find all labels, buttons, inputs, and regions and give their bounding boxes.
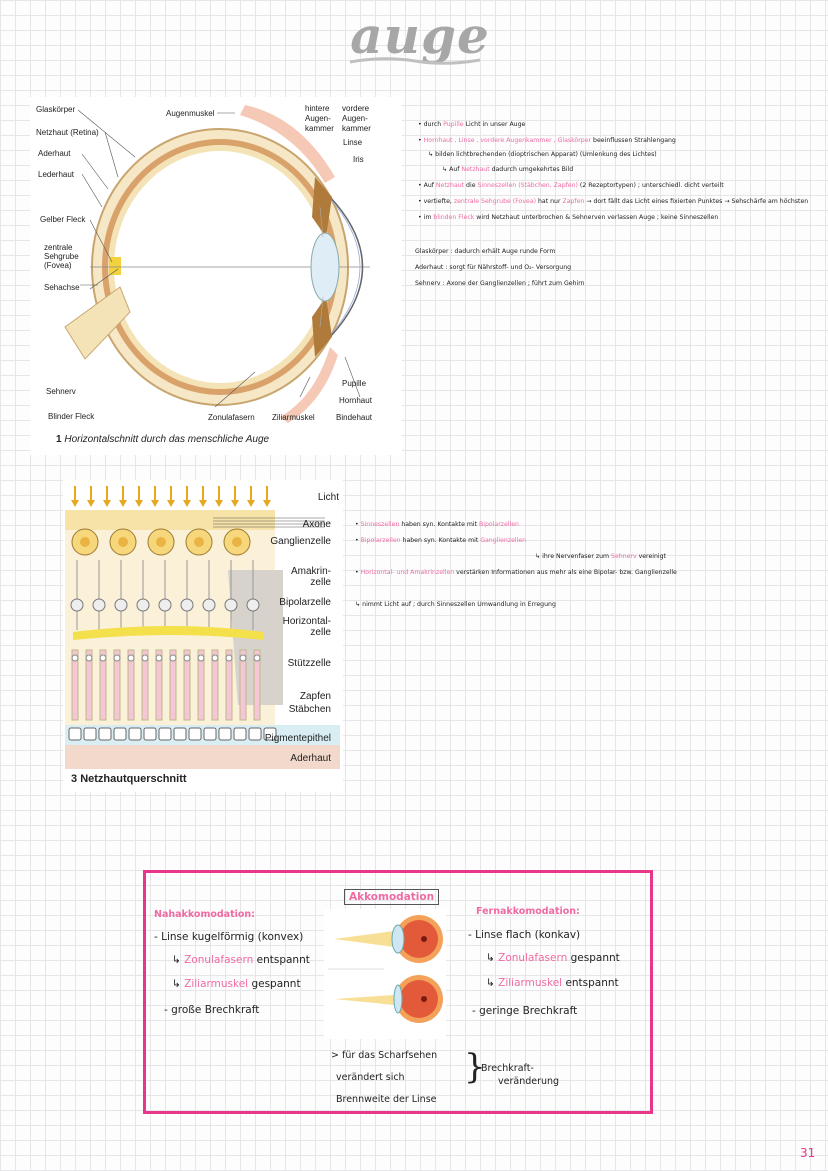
bottom-line2: verändert sich <box>336 1072 405 1083</box>
label-vordere-3: kammer <box>342 124 371 133</box>
note-highlight: Sinneszellen <box>360 521 400 528</box>
label-amakrin-2: zelle <box>310 577 331 588</box>
note-text: • <box>418 137 424 144</box>
label-netzhaut: Netzhaut (Retina) <box>36 128 99 137</box>
photoreceptor-nucleus <box>170 655 176 661</box>
label-zapfen: Zapfen <box>299 691 331 702</box>
label-ganglienzelle: Ganglienzelle <box>270 536 331 547</box>
light-arrow-head <box>215 500 223 507</box>
bipolar-cell <box>159 599 171 611</box>
bipolar-cell <box>115 599 127 611</box>
note-text: • im <box>418 214 434 221</box>
nah-ziliar-state: gespannt <box>251 978 301 990</box>
note-text: • durch <box>418 121 444 128</box>
definition-term: Glaskörper : <box>415 248 455 255</box>
fern-line2: ↳ Zonulafasern gespannt <box>486 952 620 964</box>
light-arrow-head <box>231 500 239 507</box>
fern-line1: - Linse flach (konkav) <box>468 929 581 941</box>
label-aderhaut: Aderhaut <box>38 149 71 158</box>
label-staebchen: Stäbchen <box>288 704 331 715</box>
bottom-line3: Brennweite der Linse <box>336 1094 437 1105</box>
bipolar-cell <box>247 599 259 611</box>
label-licht: Licht <box>317 492 339 503</box>
light-arrow-head <box>167 500 175 507</box>
label-pigmentepithel: Pigmentepithel <box>264 733 331 744</box>
nah-ziliar: Ziliarmuskel <box>184 978 249 990</box>
ganglion-nucleus <box>232 537 242 547</box>
note-highlight: Sinneszellen (Stäbchen, Zapfen) <box>477 182 578 189</box>
fern-zonula: Zonulafasern <box>498 952 568 964</box>
fern-line3: ↳ Ziliarmuskel entspannt <box>486 977 619 989</box>
note-text: haben syn. Kontakte mit <box>399 521 480 528</box>
nah-line2: ↳ Zonulafasern entspannt <box>172 954 310 966</box>
note-line <box>355 521 519 529</box>
pigment-cell <box>144 728 156 740</box>
note-highlight: Pupille <box>443 121 464 128</box>
retina-caption <box>71 773 187 785</box>
definition-text: dadurch erhält Auge runde Form <box>454 248 556 255</box>
note-text: die <box>464 182 478 189</box>
photoreceptor-nucleus <box>184 655 190 661</box>
label-hintere-3: kammer <box>305 124 334 133</box>
label-gelber-fleck: Gelber Fleck <box>40 215 86 224</box>
label-zentrale-3: (Fovea) <box>44 261 72 270</box>
note-text: Licht in unser Auge <box>463 121 526 128</box>
note-highlight: Ganglienzellen <box>480 537 527 544</box>
fern-ziliar-state: entspannt <box>565 977 619 989</box>
note-text: → dort fällt das Licht eines fixierten Punktes → Sehschärfe am höchsten <box>584 198 809 205</box>
photoreceptor-nucleus <box>100 655 106 661</box>
brace-line1: Brechkraft- <box>481 1063 534 1074</box>
label-bindehaut: Bindehaut <box>336 413 373 422</box>
note-highlight: Hornhaut , Linse , vordere Augenkammer , Glaskörper <box>423 137 592 144</box>
note-text: vereinigt <box>636 553 666 560</box>
pigment-cell <box>84 728 96 740</box>
note-text: • <box>355 521 361 528</box>
akkomodation-title: Akkomodation <box>344 889 439 905</box>
light-arrow-head <box>71 500 79 507</box>
page-title: auge <box>350 6 490 65</box>
pigment-cell <box>174 728 186 740</box>
note-highlight: Bipolarzellen <box>479 521 519 528</box>
bipolar-cell <box>93 599 105 611</box>
light-arrow-head <box>151 500 159 507</box>
fern-zonula-state: gespannt <box>570 952 620 964</box>
definition-term: Sehnerv : <box>415 280 447 287</box>
pigment-cell <box>99 728 111 740</box>
photoreceptor-nucleus <box>156 655 162 661</box>
label-sehachse: Sehachse <box>44 283 80 292</box>
note-line <box>355 569 677 577</box>
pigment-cell <box>189 728 201 740</box>
ganglion-nucleus <box>118 537 128 547</box>
label-bipolarzelle: Bipolarzelle <box>279 597 331 608</box>
note-line <box>535 553 666 561</box>
note-text: ↳ Auf <box>442 166 462 173</box>
note-highlight: zentrale Sehgrube (Fovea) <box>453 198 537 205</box>
nah-zonula: Zonulafasern <box>184 954 254 966</box>
akkomodation-box <box>143 870 653 1114</box>
note-line <box>442 166 573 174</box>
definition-row <box>415 280 585 288</box>
note-text: dadurch umgekehrtes Bild <box>489 166 574 173</box>
note-text: • vertiefte, <box>418 198 454 205</box>
note-text: beeinflussen Strahlengang <box>591 137 676 144</box>
note-text: haben syn. Kontakte mit <box>400 537 481 544</box>
light-arrow-head <box>247 500 255 507</box>
light-arrow-head <box>183 500 191 507</box>
bipolar-cell <box>71 599 83 611</box>
bipolar-cell <box>181 599 193 611</box>
page-number: 31 <box>800 1146 816 1160</box>
eye-caption-number: 1 <box>56 434 62 445</box>
note-highlight: Horizontal- und Amakrinzellen <box>360 569 455 576</box>
note-highlight: Netzhaut <box>461 166 490 173</box>
note-line <box>355 537 526 545</box>
note-highlight: Bipolarzellen <box>360 537 401 544</box>
akkomodation-image <box>324 909 446 1039</box>
note-line <box>428 151 657 159</box>
note-line <box>418 198 808 206</box>
note-line <box>418 121 525 129</box>
label-zentrale-1: zentrale <box>44 243 73 252</box>
label-hintere-2: Augen- <box>305 114 331 123</box>
ganglion-nucleus <box>194 537 204 547</box>
definition-text: sorgt für Nährstoff- und O₂- Versorgung <box>449 264 572 271</box>
label-hintere-1: hintere <box>305 104 330 113</box>
note-text: wird Netzhaut unterbrochen & Sehnerven verlassen Auge ; keine Sinneszellen <box>474 214 719 221</box>
label-zonulafasern: Zonulafasern <box>208 413 255 422</box>
note-highlight: Netzhaut <box>435 182 465 189</box>
eye-figure <box>30 97 402 455</box>
photoreceptor-nucleus <box>212 655 218 661</box>
eye-caption <box>56 434 269 445</box>
label-sehnerv: Sehnerv <box>46 387 76 396</box>
pigment-cell <box>114 728 126 740</box>
note-line <box>355 601 556 609</box>
bottom-line1: > für das Scharfsehen <box>331 1050 438 1061</box>
retina-caption-text: Netzhautquerschnitt <box>80 773 187 785</box>
title-underline <box>345 52 485 72</box>
photoreceptor-nucleus <box>128 655 134 661</box>
label-hornhaut: Hornhaut <box>339 396 372 405</box>
label-pupille: Pupille <box>342 379 367 388</box>
label-ziliarmuskel: Ziliarmuskel <box>272 413 315 422</box>
retina-caption-number: 3 <box>71 773 78 785</box>
brace-line2: veränderung <box>498 1076 560 1087</box>
note-line <box>418 182 724 190</box>
label-zentrale-2: Sehgrube <box>44 252 79 261</box>
fern-heading: Fernakkomodation: <box>476 906 580 917</box>
label-aderhaut-retina: Aderhaut <box>290 753 331 764</box>
nah-line4: - große Brechkraft <box>164 1004 260 1016</box>
definition-term: Aderhaut : <box>415 264 450 271</box>
note-text: • <box>355 569 361 576</box>
ganglion-nucleus <box>80 537 90 547</box>
fern-ziliar: Ziliarmuskel <box>498 977 563 989</box>
label-horizontal-1: Horizontal- <box>282 616 331 627</box>
label-augenmuskel: Augenmuskel <box>166 109 215 118</box>
ganglion-nucleus <box>156 537 166 547</box>
definition-row <box>415 248 555 256</box>
pigment-cell <box>69 728 81 740</box>
note-text: • <box>355 537 361 544</box>
bipolar-cell <box>203 599 215 611</box>
light-arrow-head <box>103 500 111 507</box>
label-axone: Axone <box>302 519 331 530</box>
note-highlight: Sehnerv <box>611 553 637 560</box>
label-vordere-1: vordere <box>342 104 370 113</box>
label-horizontal-2: zelle <box>310 627 331 638</box>
fern-line4: - geringe Brechkraft <box>472 1005 578 1017</box>
brace-symbol: } <box>464 1047 486 1087</box>
note-text: ↳ ihre Nervenfaser zum <box>535 553 612 560</box>
pigment-cell <box>249 728 261 740</box>
light-arrow-head <box>199 500 207 507</box>
light-arrow-head <box>263 500 271 507</box>
note-line <box>418 137 676 145</box>
note-highlight: blinden Fleck <box>433 214 475 221</box>
retina-figure <box>63 480 343 792</box>
label-stuetzzelle: Stützzelle <box>287 658 331 669</box>
photoreceptor-nucleus <box>72 655 78 661</box>
photoreceptor-nucleus <box>254 655 260 661</box>
photoreceptor-nucleus <box>86 655 92 661</box>
label-lederhaut: Lederhaut <box>38 170 75 179</box>
photoreceptor-nucleus <box>240 655 246 661</box>
pigment-cell <box>219 728 231 740</box>
label-iris: Iris <box>353 155 364 164</box>
label-linse: Linse <box>343 138 363 147</box>
photoreceptor-nucleus <box>226 655 232 661</box>
note-text: verstärken Informationen aus mehr als eine Bipolar- bzw. Ganglienzelle <box>454 569 677 576</box>
label-amakrin-1: Amakrin- <box>290 566 331 577</box>
definition-row <box>415 264 571 272</box>
nah-zonula-state: entspannt <box>256 954 310 966</box>
note-highlight: Zapfen <box>562 198 585 205</box>
pigment-cell <box>159 728 171 740</box>
label-blinder-fleck: Blinder Fleck <box>48 412 95 421</box>
note-text: (2 Rezeptortypen) ; unterschiedl. dicht verteilt <box>577 182 724 189</box>
photoreceptor-nucleus <box>142 655 148 661</box>
note-text: • Auf <box>418 182 436 189</box>
light-arrow-head <box>87 500 95 507</box>
photoreceptor-nucleus <box>114 655 120 661</box>
nah-line3: ↳ Ziliarmuskel gespannt <box>172 978 301 990</box>
bipolar-cell <box>225 599 237 611</box>
note-text: ↳ bilden lichtbrechenden (dioptrischen Apparat) (Umlenkung des Lichtes) <box>428 151 657 158</box>
bipolar-cell <box>137 599 149 611</box>
label-glaskoerper: Glaskörper <box>36 105 76 114</box>
definition-text: Axone der Ganglienzellen ; führt zum Gehirn <box>446 280 585 287</box>
pigment-cell <box>129 728 141 740</box>
label-vordere-2: Augen- <box>342 114 368 123</box>
nah-heading: Nahakkomodation: <box>154 909 255 920</box>
light-arrow-head <box>119 500 127 507</box>
light-arrow-head <box>135 500 143 507</box>
eye-caption-text: Horizontalschnitt durch das menschliche Auge <box>64 434 270 445</box>
photoreceptor-nucleus <box>198 655 204 661</box>
nah-line1: - Linse kugelförmig (konvex) <box>154 931 304 943</box>
note-line <box>418 214 718 222</box>
pigment-cell <box>234 728 246 740</box>
note-text: hat nur <box>536 198 563 205</box>
note-text: ↳ nimmt Licht auf ; durch Sinneszellen Umwandlung in Erregung <box>355 601 556 608</box>
pigment-cell <box>204 728 216 740</box>
